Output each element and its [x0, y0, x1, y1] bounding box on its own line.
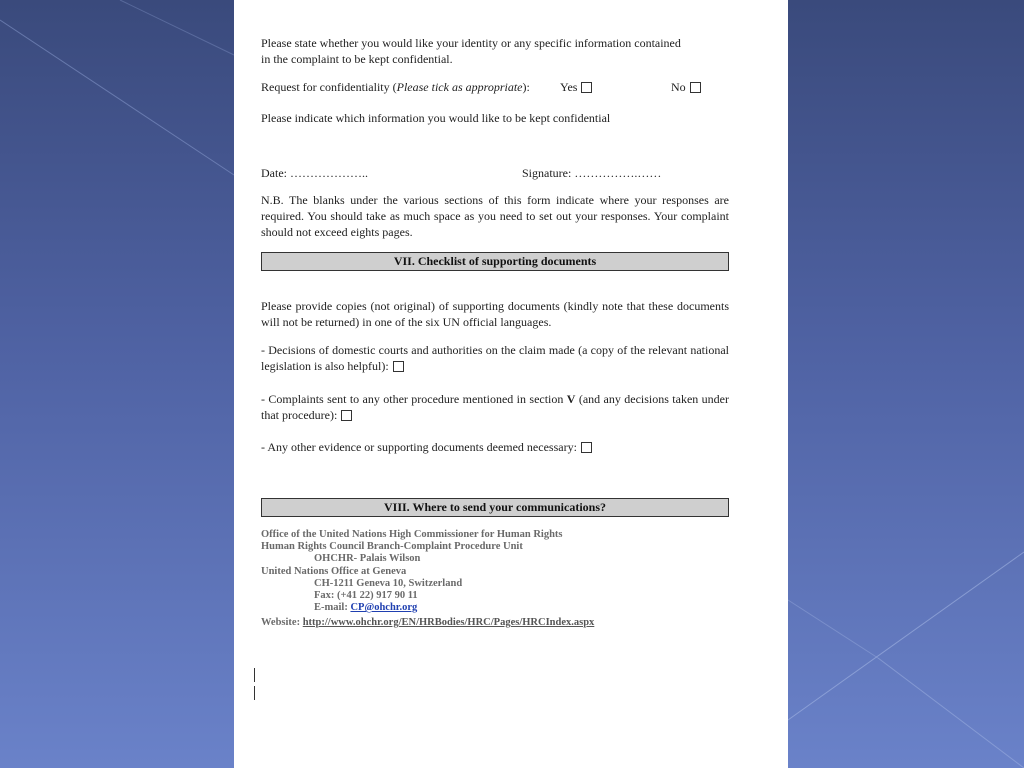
- indicate-text: Please indicate which information you would like to be kept confidential: [261, 111, 611, 125]
- address-unog: United Nations Office at Geneva: [261, 566, 407, 577]
- yes-checkbox[interactable]: [581, 82, 592, 93]
- confidentiality-request: [261, 79, 530, 95]
- yes-label: Yes: [560, 80, 578, 94]
- text-cursor: [254, 668, 255, 682]
- signature-field: Signature: …………….……: [522, 166, 662, 180]
- request-close: ):: [522, 80, 530, 94]
- checklist-item-other-evidence: [261, 439, 592, 455]
- other-evidence-checkbox[interactable]: [581, 442, 592, 453]
- section7-intro: Please provide copies (not original) of supporting documents (kindly note that these documents will not be returned) in one of the six UN official languages.: [261, 299, 729, 329]
- website-link[interactable]: http://www.ohchr.org/EN/HRBodies/HRC/Pages/HRCIndex.aspx: [302, 617, 595, 628]
- no-option: [671, 79, 701, 95]
- court-decisions-checkbox[interactable]: [393, 361, 404, 372]
- item2-section-ref: V: [566, 392, 576, 406]
- address-fax: Fax: (+41 22) 917 90 11: [314, 590, 418, 601]
- other-procedures-checkbox[interactable]: [341, 410, 352, 421]
- section8-heading: VIII. Where to send your communications?: [261, 498, 729, 517]
- request-label: Request for confidentiality (: [261, 80, 397, 94]
- no-checkbox[interactable]: [690, 82, 701, 93]
- document-page: [234, 0, 788, 768]
- checklist-item-other-procedures: [261, 391, 729, 423]
- item3-text: - Any other evidence or supporting documents deemed necessary:: [261, 440, 577, 454]
- yes-option: [560, 79, 592, 95]
- item1-text: - Decisions of domestic courts and authorities on the claim made (a copy of the relevant national legislation is also helpful):: [261, 343, 729, 373]
- address-website: [261, 617, 594, 630]
- no-label: No: [671, 80, 686, 94]
- section7-heading: VII. Checklist of supporting documents: [261, 252, 729, 271]
- text-cursor: [254, 686, 255, 700]
- website-label: Website:: [261, 617, 303, 628]
- address-email: [314, 602, 417, 615]
- confidential-intro-line2: in the complaint to be kept confidential.: [261, 52, 453, 66]
- item2-text-post: (and any decisions taken under that procedure):: [261, 392, 729, 422]
- item2-text-pre: - Complaints sent to any other procedure mentioned in section: [261, 392, 567, 406]
- address-palais: OHCHR- Palais Wilson: [314, 553, 421, 564]
- address-office: Office of the United Nations High Commissioner for Human Rights: [261, 529, 563, 540]
- address-branch: Human Rights Council Branch-Complaint Procedure Unit: [261, 541, 523, 552]
- checklist-item-court-decisions: [261, 342, 729, 374]
- address-city: CH-1211 Geneva 10, Switzerland: [314, 578, 463, 589]
- nb-text: N.B. The blanks under the various sections of this form indicate where your responses are required. You should take as much space as you need to set out your responses. Your complaint should not exceed eights pages.: [261, 193, 729, 239]
- request-hint: Please tick as appropriate: [396, 80, 523, 94]
- email-link[interactable]: CP@ohchr.org: [350, 602, 418, 613]
- email-label: E-mail:: [314, 602, 351, 613]
- confidential-intro-line1: Please state whether you would like your identity or any specific information contained: [261, 36, 681, 50]
- date-field: Date: ………………..: [261, 166, 368, 180]
